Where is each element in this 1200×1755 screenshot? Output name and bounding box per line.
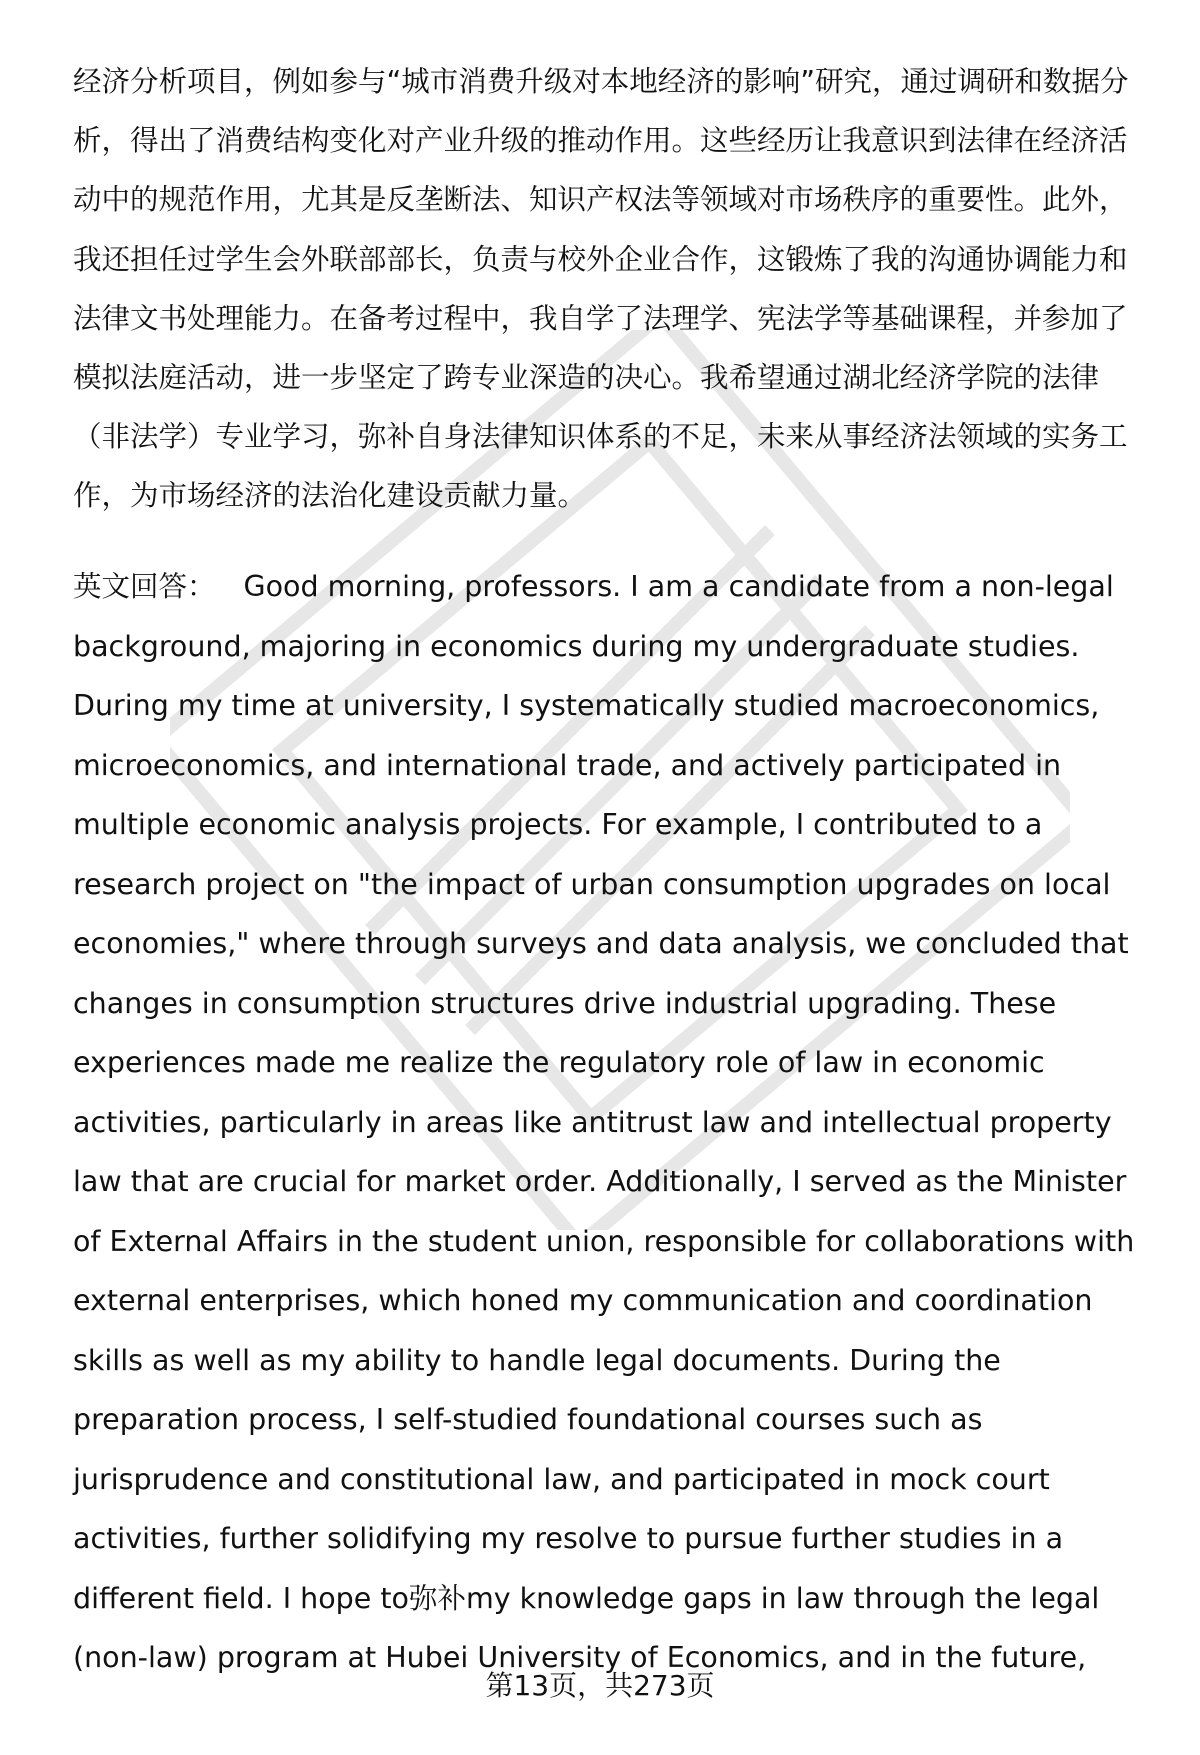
english-answer-paragraph	[73, 557, 1153, 1688]
page-number-footer: 第13页，共273页	[485, 1669, 715, 1702]
english-answer-text: Good morning, professors. I am a candidate from a non-legal background, majoring in economics during my undergraduate studies. During my time at university, I systematically studied macroeconomics, microeconomics, and international trade, and actively participated in multiple economic analysis projects. For example, I contributed to a research project on "the impact of urban consumption upgrades on local economies," where through surveys and data analysis, we concluded that changes in consumption structures drive industrial upgrading. These experiences made me realize the regulatory role of law in economic activities, particularly in areas like antitrust law and intellectual property law that are crucial for market order. Additionally, I served as the Minister of External Affairs in the student union, responsible for collaborations with external enterprises, which honed my communication and coordination skills as well as my ability to handle legal documents. During the preparation process, I self-studied foundational courses such as jurisprudence and constitutional law, and participated in mock court activities, further solidifying my resolve to pursue further studies in a different field. I hope to弥补my knowledge gaps in law through the legal (non-law) program at Hubei University of Economics, and in the future,	[73, 570, 1135, 1674]
chinese-answer-paragraph: 经济分析项目，例如参与“城市消费升级对本地经济的影响”研究，通过调研和数据分析，得出了消费结构变化对产业升级的推动作用。这些经历让我意识到法律在经济活动中的规范作用，尤其是反垄断法、知识产权法等领域对市场秩序的重要性。此外，我还担任过学生会外联部部长，负责与校外企业合作，这锻炼了我的沟通协调能力和法律文书处理能力。在备考过程中，我自学了法理学、宪法学等基础课程，并参加了模拟法庭活动，进一步坚定了跨专业深造的决心。我希望通过湖北经济学院的法律（非法学）专业学习，弥补自身法律知识体系的不足，未来从事经济法领域的实务工作，为市场经济的法治化建设贡献力量。	[73, 65, 1129, 513]
english-answer-label: 英文回答：	[73, 570, 216, 603]
